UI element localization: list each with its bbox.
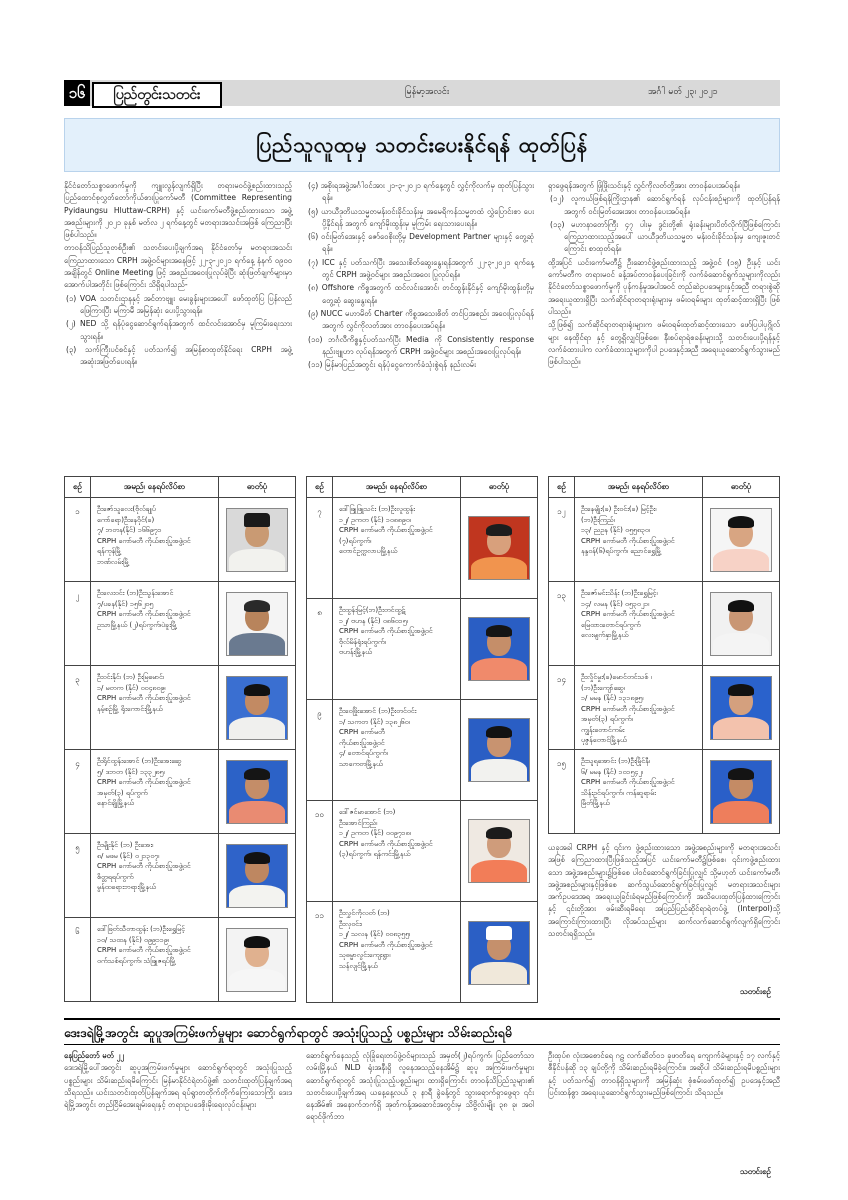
header-number: စဉ် xyxy=(307,477,333,497)
article-paragraph: သို့ဖြစ်၍ သက်ဆိုင်ရာတရားရုံးများက ဖမ်းဝရမ်းထုတ်ဆင့်ထားသော ဖော်ပြပါပုဂ္ဂိုလ်များ နေထိုင်ရာ နှင့် တွေ့ရှိလျှင်ဖြစ်စေ၊ နီးစပ်ရာရဲစခန်းများသို့ သတင်းပေးပို့ရန်နှင့် လက်ခံထားပါက လက်ခံထားသူများကိုပါ ဥပဒေနှင့်အညီ အရေးယူဆောင်ရွက်သွားမည်ဖြစ်ပါသည်။ xyxy=(548,320,780,367)
header-photo: ဓာတ်ပုံ xyxy=(488,482,510,491)
header-name-address: အမည်၊ နေရပ်လိပ်စာ xyxy=(575,477,703,497)
detail-line: ဒေါ်ဖြတ်သီတာထွန်း (ဘ)ဦးရွှေမြင့် xyxy=(97,925,186,933)
row-number: ၁ xyxy=(65,498,91,581)
secondary-headline: ဒေးဒရဲမြို့အတွင်း ဆူပူအကြမ်းဖက်မှုများ ဆောင်ရွက်ရာတွင် အသုံးပြုသည့် ပစ္စည်းများ သိမ်းဆည်းရမိ xyxy=(64,1025,512,1040)
bottom-column-3-text: ဦးထုပ်၈ လုံးအစောင်ရေ ဂဠ လက်ဆိတ်ဝ၁ ခုဖာတိရေ ကျောက်ခဲများနှင့် ၁၇ လက်နှင့် စီနိုင်ပန်ဆို ၁၃ ချပ်တို့ကို သိမ်းဆည်းရမိခဲ့ကြောင်း။ အဆိုပါ သိမ်းဆည်းရမိပစ္စည်းများနှင့် ပတ်သက်၍ တာဝန်ရှိသူများကို အမြန်ဆုံး စုံစမ်းဖော်ထုတ်၍ ဥပဒေနှင့်အညီ ပြင်းထန်စွာ အရေးယူဆောင်ရွက်သွားမည်ဖြစ်ကြောင်း သိရသည်။ xyxy=(548,1051,780,1097)
row-details xyxy=(91,834,219,917)
row-details xyxy=(333,801,461,901)
table-row xyxy=(549,582,779,666)
detail-line: ၁/ မမန (နိုင်) ၁၃၁၈၉၅၊ xyxy=(581,694,644,702)
detail-line: စိတ္တရရပ်ကွက် xyxy=(97,872,134,881)
detail-line: ၅/ ဒဘတ (နိုင်) ၁၃၃၂၈၅၊ xyxy=(97,767,165,776)
detail-line: ဝက်သစ်ရပ်ကွက်၊ သံဖြူဇရပ်မြို့ xyxy=(97,956,176,965)
page-number: ၁၆ xyxy=(64,80,90,106)
detail-line: CRPH ကော်မတီ ကိုယ်စားပြုအဖွဲ့ဝင် xyxy=(97,778,191,786)
bottom-dateline: နေပြည်တော် မတ် ၂၂ xyxy=(64,1051,125,1060)
detail-line: ကိုယ်စားပြုအဖွဲ့ဝင် xyxy=(339,738,385,747)
detail-line: ၈/ မဖမ (နိုင်) ၀၂၁၃၀၇၊ xyxy=(97,851,160,860)
detail-line: ၁၃/ ညဥန (နိုင်) ၀၅၅၈၃၀၊ xyxy=(581,526,650,534)
portrait-photo xyxy=(710,592,772,656)
detail-line: ကော်ရော)ဦးနေဝိုင်(ခ) xyxy=(97,515,155,524)
article-paragraph: (၁၂) လူကယ်ဖြစ်ရန်ကြိုးဌာန၏ ဆောင်ရွက်ရန် လုပ်ငန်းစဉ်များကို ထုတ်ပြန်ရန်အတွက် ဝင်းမြတ်အေးအား တာဝန်ပေးအပ်ရန်။ xyxy=(550,194,780,216)
portrait-photo xyxy=(710,508,772,572)
row-photo-cell xyxy=(219,498,295,581)
article-paragraph: နိုင်ငံတော်သစ္စာဖောက်မှုကို ကျူးလွန်လျက်ရှိပြီး တရားမဝင်ဖွဲ့စည်းထားသည့် ပြည်ထောင်စုလွှတ်တော်ကိုယ်စားပြုကော်မတီ (Committee Representing Pyidaungsu Hluttaw-CRPH) နှင့် ယင်းကော်မတီဖွဲ့စည်းထားသော အဖွဲ့အစည်းများကို ၂၀၂၁ ခုနှစ် မတ်လ ၂ ရက်နေ့တွင် မတရားအသင်းအဖြစ် ကြေညာပြီးဖြစ်ပါသည်။ xyxy=(64,181,292,240)
row-photo-cell xyxy=(219,918,295,1002)
table-row xyxy=(65,750,295,834)
detail-line: ၁၄/ လမန (နိုင်) ၀၅၃၀၂၁၊ xyxy=(581,599,650,608)
portrait-photo xyxy=(468,718,530,782)
portrait-photo xyxy=(226,760,288,824)
portrait-photo xyxy=(468,516,530,580)
article-column-2 xyxy=(306,180,534,372)
detail-line: မြေထားတောင်ရပ်ကွက် xyxy=(581,620,641,629)
article-paragraph: (၈) Offshore ကိစ္စအတွက် ထင်လင်းအောင်၊ တင်ထွန်းနိုင်နှင့် ကျော်မိုးထွန်းတို့မှ တွေ့ဆုံ ဆွေးနွေးရန်။ xyxy=(308,283,534,305)
detail-line: ၁၂/ ဗဟန (နိုင်) ၀၈၆၀၁၅၊ xyxy=(339,616,408,625)
detail-line: ၇/ ဘတန(နိုင်) ၁၆၆၉၇၁ xyxy=(97,526,162,534)
wanted-table-left xyxy=(64,476,296,1002)
detail-line: မြိတ်မြို့နယ် xyxy=(581,799,610,807)
row-photo-cell xyxy=(219,582,295,665)
row-photo-cell xyxy=(219,666,295,749)
row-number: ၂ xyxy=(65,582,91,665)
detail-line: CRPH ကော်မတီ xyxy=(339,728,385,736)
detail-line: တောင်ဥက္ကလာပမြို့နယ် xyxy=(339,547,398,555)
table-row xyxy=(307,801,537,902)
row-number: ၁၀ xyxy=(307,801,333,901)
paper-name: မြန်မာ့အလင်း xyxy=(405,87,450,97)
detail-line: ရန်ကုန်မြို့ xyxy=(97,547,122,555)
row-photo-cell xyxy=(703,498,779,581)
detail-line: ပုဇွန်တောင်မြို့နယ် xyxy=(581,736,627,744)
bottom-column-1 xyxy=(64,1050,292,1111)
detail-line: နမ့်စဉ်မြို့ ရိုးကောင်းမြို့နယ် xyxy=(97,704,163,713)
article-column-3 xyxy=(548,180,780,369)
detail-line: ဒေါ်ဇင်မာအောင် (ဘ) xyxy=(339,808,396,816)
bottom-column-2 xyxy=(306,1050,534,1124)
detail-line: ဦးလှိုင်မှုး(ခ)မောင်တင်သစ် ၊ xyxy=(581,673,652,681)
detail-line: သန်လျင်မြို့နယ် xyxy=(339,961,378,970)
issue-date: အင်္ဂါ မတ် ၂၃၊ ၂၀၂၁ xyxy=(648,87,718,97)
detail-line: CRPH ကော်မတီ ကိုယ်စားပြုအဖွဲ့ဝင် xyxy=(97,946,191,954)
article-paragraph: (၂) NED သို့ ရန်ပုံငွေဆောင်ရွက်ရန်အတွက် ထင်လင်းအောင်မှ မူကြမ်းရေးသားသွားရန်။ xyxy=(66,319,292,341)
detail-line: CRPH ကော်မတီ ကိုယ်စားပြုအဖွဲ့ဝင် xyxy=(339,526,433,534)
article-paragraph: (၁၁) မြန်မာပြည်အတွင်း ရန်ပုံငွေကောက်ခံသုံးစွဲရန် နည်းလမ်း xyxy=(308,360,476,370)
detail-line: ဦးလွှင်ကိုလတ် (ဘ) xyxy=(339,909,390,917)
row-photo-cell xyxy=(703,750,779,834)
detail-line: ဒေါ်ဖြူဖြူသင်း (ဘ)ဦးလူထွန်း xyxy=(339,505,415,513)
article-paragraph: (၅) ယာယီဒုတိယသမ္မတမန်းဝင်းခိုင်သန်းမှ အမေရိကန်သမ္မတထံ လွှဲပြောင်းစာ ပေးပို့နိုင်ရန် အတွက် ကျော်မိုးထွန်းမှ မူကြမ်း ရေးသားပေးရန်။ xyxy=(308,206,534,228)
header-number: စဉ် xyxy=(65,477,91,497)
article-paragraph: တာဝန်သိပြည်သူတစ်ဦး၏ သတင်းပေးပို့ချက်အရ နိုင်ငံတော်မှ မတရားအသင်းကြေညာထားသော CRPH အဖွဲ့ဝင်များအနေဖြင့် ၂၂-၃-၂၀၂၁ ရက်နေ့ နံနက် ၀၉၀၀ အချိန်တွင် Online Meeting ဖြင့် အစည်းအဝေးပြုလုပ်ခဲ့ပြီး ဆုံးဖြတ်ချက်များမှာ အောက်ပါအတိုင်း ဖြစ်ကြောင်း သိရှိရပါသည်- xyxy=(64,243,292,290)
row-photo-cell xyxy=(461,700,537,800)
header-number: စဉ် xyxy=(549,477,575,497)
row-photo-cell xyxy=(461,599,537,699)
bottom-column-3 xyxy=(548,1050,780,1099)
table-header xyxy=(307,477,537,498)
detail-line: ၄/ တောင်ရပ်ကွက်၊ xyxy=(339,749,388,757)
detail-line: ဦးနေမျိုး(ခ) ဦးဝင်း(ခ) မြင့်ဦး၊ xyxy=(581,505,657,513)
detail-line: ဦးဇော်မင်းသိန်း (ဘ)ဦးရွှေမြင့်၊ xyxy=(581,589,658,597)
main-headline-text: ပြည်သူလူထုမှ သတင်းပေးနိုင်ရန် ထုတ်ပြန် xyxy=(256,133,588,157)
article-paragraph: (၉) NUCC မဟာမိတ် Charter ကိစ္စအသေးစိတ် တင်ပြအစည်း အဝေးပြုလုပ်ရန်အတွက် လွှင်ကိုလတ်အား တာဝန်ပေးအပ်ရန်။ xyxy=(308,308,534,331)
row-details xyxy=(91,498,219,581)
detail-line: (ဘ)ဦးကြည်၊ xyxy=(581,515,615,524)
portrait-photo xyxy=(226,508,288,572)
detail-line: ဗဟန်းမြို့နယ် xyxy=(339,648,372,656)
detail-line: CRPH ကော်မတီ ကိုယ်စားပြုအဖွဲ့ဝင် xyxy=(339,940,433,949)
detail-line: ၁၂/ ဥကတ (နိုင်) ၀၀၉၇၁၈၊ xyxy=(339,829,411,837)
table-row xyxy=(307,902,537,1003)
row-photo-cell xyxy=(703,582,779,665)
table-row xyxy=(307,700,537,801)
section-label: ပြည်တွင်းသတင်း xyxy=(92,82,222,108)
row-details xyxy=(575,582,703,665)
detail-line: ဦးထွန်းမြင့်(ဘ)ဦးတင်ထွဋ် xyxy=(339,606,406,614)
table-row xyxy=(65,918,295,1002)
row-photo-cell xyxy=(703,666,779,749)
portrait-photo xyxy=(468,617,530,681)
article-paragraph: ရှာဖွေရန်အတွက် ဖြုံဖြိုးသင်းနှင့် လွှင်ကိုလတ်တို့အား တာဝန်ပေးအပ်ရန်။ xyxy=(548,181,740,190)
detail-line: CRPH ကော်မတီ ကိုယ်စားပြုအဖွဲ့ဝင် xyxy=(97,610,191,618)
article-paragraph: (၁၃) မဟာနာတော်ကြီး ၄၇ ပါးမှ ဒွင်းတို့၏ ရုံးခန်းများပိတ်လိုက်ပြီဖြစ်ကြောင်း ကြေညာထားသည့်အပေါ် ယာယီဒုတိယသမ္မတ မန်းဝင်းခိုင်သန်းမှ ကျေးဇူးတင်ကြောင်း စာထုတ်ရန်။ xyxy=(550,219,780,254)
portrait-photo xyxy=(710,760,772,824)
row-details xyxy=(575,498,703,581)
header-photo: ဓာတ်ပုံ xyxy=(730,482,752,491)
row-number: ၆ xyxy=(65,918,91,1002)
row-details xyxy=(91,750,219,833)
row-details xyxy=(575,666,703,749)
detail-line: အမှတ်(၃) ရပ်ကွက် xyxy=(97,788,148,797)
row-details xyxy=(333,902,461,1003)
row-number: ၁၂ xyxy=(549,498,575,581)
table-row xyxy=(549,750,779,834)
detail-line: ၇/ပခန(နိုင်) ၁၅၆၂၀၅ xyxy=(97,599,154,608)
detail-line: ဥသာမြို့နယ် (၂)ရပ်ကွက်၊ပဲခူးမြို့ xyxy=(97,620,178,629)
table-row xyxy=(65,834,295,918)
table-row xyxy=(65,498,295,582)
row-number: ၁၄ xyxy=(549,666,575,749)
detail-line: ဦးလေးဝင်း (ဘ)ဦးသွန်းအောင် xyxy=(97,589,174,597)
article-paragraph: (၄) အစိုးရအဖွဲ့အင်္ဂါဝင်အား ၂၁-၃-၂၀၂၁ ရက်နေ့တွင် လွှင့်ကိုလက်မှ ထုတ်ပြန်သွားရန်။ xyxy=(308,181,534,203)
article-paragraph: ယခုအခါ CRPH နှင့် ၎င်းက ဖွဲ့စည်းထားသော အဖွဲ့အစည်းများကို မတရားအသင်းအဖြစ် ကြေညာထားပြီးဖြစ်သည့်အပြင် ယင်းကော်မတီ၌ဖြစ်စေ၊ ၎င်းကဖွဲ့စည်းထားသော အဖွဲ့အစည်းများ၌ဖြစ်စေ ပါဝင်ဆောင်ရွက်ခြင်းပြုလျှင် သို့မဟုတ် ယင်းကော်မတီ၊ အဖွဲ့အစည်းများနှင့်ဖြစ်စေ ဆက်သွယ်ဆောင်ရွက်ခြင်းပြုလျှင် မတရားအသင်းများအက်ဥပဒေအရ အရေးယူခြင်းခံရမည်ဖြစ်ကြောင်းကို အသိပေးထုတ်ပြန်ထားကြောင်းနှင့် ၎င်းတို့အား ဖမ်းဆီးရမိရေး အပြည်ပြည်ဆိုင်ရာရဲတပ်ဖွဲ့ (Interpol)သို့ အကြောင်းကြားထားပြီး လိုအပ်သည်များ ဆက်လက်ဆောင်ရွက်လျက်ရှိကြောင်း သတင်းရရှိသည်။ xyxy=(548,843,780,939)
bottom-column-2-text: ဆောင်ရွက်နေသည့် လုံခြုံရေးတပ်ဖွဲ့ဝင်များသည် အမှတ်(၂)ရပ်ကွက်၊ ပြည်တော်သာလမ်းမြို့နယ် NLD ရုံးအနီးရှိ လူနေအသည့်နေအိမ်၌ ဆူပူ အကြမ်းဖက်မှုများ ဆောင်ရွက်ရာတွင် အသုံးပြုသည့်ပစ္စည်းများ ထားရှိကြောင်း တာဝန်သိပြည်သူများ၏ သတင်းပေးပို့ချက်အရ ယနေ့နေ့လယ် ၃ နာရီ ခွဲခန့်တွင် သွားရောက်ရှာဖွေရာ ၎င်းနေအိမ်၏ အနောက်ဘက်ရှိ အုတ်ကန့်အဆောင်အတွင်းမှ သိဗ္ဗိလ်းမျိုး ၃၈ ခု၊ အဝါရောင်ဖိုက်ဘာ xyxy=(306,1051,534,1122)
row-details xyxy=(91,666,219,749)
row-photo-cell xyxy=(461,801,537,901)
table-row xyxy=(307,498,537,599)
detail-line: CRPH ကော်မတီ ကိုယ်စားပြုအဖွဲ့ဝင် xyxy=(581,704,675,713)
row-number: ၉ xyxy=(307,700,333,800)
row-photo-cell xyxy=(219,750,295,833)
detail-line: CRPH ကော်မတီ ကိုယ်စားပြုအဖွဲ့ဝင် xyxy=(97,536,191,545)
detail-line: CRPH ကော်မတီ ကိုယ်စားပြုအဖွဲ့ဝင် xyxy=(97,862,191,870)
detail-line: ဗိုလ်မိန်ရုံးရပ်ကွက်၊ xyxy=(339,637,386,646)
row-number: ၅ xyxy=(65,834,91,917)
detail-line: (၃)ရပ်ကွက်၊ ရန်ကင်းမြို့နယ် xyxy=(339,850,411,858)
row-details xyxy=(333,700,461,800)
detail-line: ၁၂/ သလန (နိုင်) ၀၀၈၃၅၅၊ xyxy=(339,930,411,938)
table-row xyxy=(549,498,779,582)
portrait-photo xyxy=(710,676,772,740)
row-number: ၁၁ xyxy=(307,902,333,1003)
portrait-photo xyxy=(468,819,530,883)
detail-line: ဦးလှဝင်း၊ xyxy=(339,919,362,928)
row-photo-cell xyxy=(461,498,537,598)
detail-line: ၁၂/ ဥကတ (နိုင်) ၁၀၈၈၉၀၊ xyxy=(339,515,411,524)
portrait-photo xyxy=(226,844,288,908)
detail-line: CRPH ကော်မတီ ကိုယ်စားပြုအဖွဲ့ဝင် xyxy=(339,839,433,848)
row-number: ၄ xyxy=(65,750,91,833)
detail-line: သာကေတမြို့နယ် xyxy=(339,759,383,768)
article-paragraph: (၇) ICC နှင့် ပတ်သက်ပြီး အသေးစိတ်ဆွေးနွေးရန်အတွက် ၂၂-၃-၂၀၂၁ ရက်နေ့တွင် CRPH အဖွဲ့ဝင်များ အစည်းအဝေး ပြုလုပ်ရန်။ xyxy=(308,257,534,280)
detail-line: အမှတ်(၃) ရပ်ကွက်၊ xyxy=(581,715,633,723)
row-number: ၈ xyxy=(307,599,333,699)
bottom-column-1-text: ဒေးဒရဲမြို့ပေါ်အတွင်း ဆူပူအကြမ်းဖက်မှုများ ဆောင်ရွက်ရာတွင် အသုံးပြုသည့် ပစ္စည်းများ သိမ်းဆည်းရမိကြောင်း မြန်မာနိုင်ငံရဲတပ်ဖွဲ့၏ သတင်းထုတ်ပြန်ချက်အရ သိရသည်။ ယင်းသတင်းထုတ်ပြန်ချက်အရ ရပ်ရွာတတိုက်တိုက်ကြေးသောကြိုး ဒေးဒရဲမြို့အတွင်း တည်ငြိမ်အေးချမ်းရေးနှင့် တရားဥပဒေစိုးမိုးရေးလုပ်ငန်းများ xyxy=(64,1063,292,1110)
table-row xyxy=(307,599,537,700)
article-paragraph: (၁၀) ဘင်္ဂလီကိစ္စနှင့်ပတ်သက်ပြီး Media ကို Consistently response နည်းဗျူဟာ လုပ်ရန်အတွက် CRPH အဖွဲ့ဝင်များ အစည်းအဝေးပြုလုပ်ရန်။ xyxy=(308,334,534,356)
detail-line: ဦးအောင်ကြည်၊ xyxy=(339,818,378,827)
detail-line: CRPH ကော်မတီ ကိုယ်စားပြုအဖွဲ့ဝင် xyxy=(581,536,675,545)
detail-line: ဦးမျိုးနိုင် (ဘ) ဦးအေး၊ xyxy=(97,841,154,849)
detail-line: (ဘ)ဦးကျော်ဆွေ၊ xyxy=(581,683,625,692)
row-details xyxy=(333,599,461,699)
row-number: ၁၅ xyxy=(549,750,575,834)
row-photo-cell xyxy=(461,902,537,1003)
wanted-table-middle xyxy=(306,476,538,1003)
table-row xyxy=(65,666,295,750)
article-column-3-continued xyxy=(548,842,780,941)
row-number: ၁၃ xyxy=(549,582,575,665)
detail-line: ဦးဝင်းနိုင်၊ (ဘ) ဦးမြမောင်၊ xyxy=(97,673,165,681)
portrait-photo xyxy=(226,928,288,992)
table-header xyxy=(549,477,779,498)
detail-line: ဦးဇော်သူလေး(ဗိုလ်ချုပ် xyxy=(97,505,156,513)
table-row xyxy=(65,582,295,666)
detail-line: မွန်ထရေားဘရားမြို့နယ် xyxy=(97,883,156,891)
portrait-photo xyxy=(468,921,530,985)
wanted-table-right xyxy=(548,476,780,834)
article-column-1 xyxy=(64,180,292,369)
detail-line: ၁/ မတက (နိုင်) ၀၀၄၈၀၉၊ xyxy=(97,683,166,692)
header-name-address: အမည်၊ နေရပ်လိပ်စာ xyxy=(91,477,219,497)
divider-rule xyxy=(64,1018,780,1020)
article-byline: သတင်းစဉ် xyxy=(740,987,771,996)
portrait-photo xyxy=(226,592,288,656)
bottom-byline: သတင်းစဉ် xyxy=(740,1167,771,1176)
detail-line: သုဓမ္မာလွင်းကျေးရွာ၊ xyxy=(339,951,391,959)
divider-rule-thin xyxy=(64,1044,780,1045)
row-details xyxy=(333,498,461,598)
detail-line: CRPH ကော်မတီ ကိုယ်စားပြုအဖွဲ့ဝင် xyxy=(581,778,675,786)
main-headline xyxy=(64,118,780,172)
detail-line: ၁၀/ သထန (နိုင်) ၀၉၉၁၁၉၊ xyxy=(97,935,169,944)
row-details xyxy=(91,918,219,1002)
row-photo-cell xyxy=(219,834,295,917)
header-photo: ဓာတ်ပုံ xyxy=(246,482,268,491)
detail-line: CRPH ကော်မတီ ကိုယ်စားပြုအဖွဲ့ဝင် xyxy=(339,627,433,635)
article-paragraph: (၆) ဝင်းမြတ်အေးနှင့် ဇော်ဝေစိုးတို့မှ Development Partner များနှင့် တွေ့ဆုံရန်။ xyxy=(308,232,534,254)
detail-line: ဦးဝေဖြိုးအောင် (ဘ)ဦးတင်ဝင်း xyxy=(339,707,417,715)
detail-line: နန္ဒဝန်(၆)ရပ်ကွက်၊ ညောင်ရွှေမြို့ xyxy=(581,547,662,555)
detail-line: လေးမျက်နှာမြို့နယ် xyxy=(581,631,629,639)
article-paragraph: ထို့အပြင် ယင်းကော်မတီ၌ ဦးဆောင်ဖွဲ့စည်းထားသည့် အဖွဲ့ဝင် (၁၅) ဦးနှင့် ယင်းကော်မတီက တရားမဝင် ခန့်အပ်တာဝန်ပေးခြင်းကို လက်ခံဆောင်ရွက်သူများကိုလည်း နိုင်ငံတော်သစ္စာဖောက်မှုကို ပုန်ကန်မှုအပါအဝင် တည်ဆဲဥပဒေများနှင့်အညီ တရားစွဲဆိုအရေးယူထားရှိပြီး သက်ဆိုင်ရာတရားရုံးများမှ ဖမ်းဝရမ်းများ ထုတ်ဆင့်ထားရှိပြီး ဖြစ်ပါသည်။ xyxy=(548,257,780,316)
detail-line: CRPH ကော်မတီ ကိုယ်စားပြုအဖွဲ့ဝင် xyxy=(581,610,675,618)
portrait-photo xyxy=(226,676,288,740)
row-details xyxy=(91,582,219,665)
detail-line: CRPH ကော်မတီ ကိုယ်စားပြုအဖွဲ့ဝင် xyxy=(97,694,191,702)
table-header xyxy=(65,477,295,498)
detail-line: ၁/ သကတ (နိုင်) ၁၃၈၂၆၀၊ xyxy=(339,717,410,726)
detail-line: သိန်းဥင်ရပ်ကွက်၊ ကန်ဆူရာမ်း xyxy=(581,788,656,797)
detail-line: ဦးရိုင်ထွန်းအောင် (ဘ)ဦးအေးဆွေ xyxy=(97,757,182,765)
row-details xyxy=(575,750,703,834)
article-paragraph: (၁) VOA သတင်းဌာနနှင့် အင်တာဗျူး မေးခွန်းများအပေါ် ဖော်ထုတ်ပြ ပြန်လည်ဖြေကြားပြီး မကြာမီ အမြန်ဆုံး ပေးပို့သွားရန်။ xyxy=(66,293,292,315)
header-name-address: အမည်၊ နေရပ်လိပ်စာ xyxy=(333,477,461,497)
detail-line: နောင်ချိုမြို့နယ် xyxy=(97,799,134,807)
detail-line: ကျွန်းတောင်ကမ်း xyxy=(581,725,625,734)
detail-line: (၇)ရပ်ကွက်၊ xyxy=(339,536,372,545)
table-row xyxy=(549,666,779,750)
detail-line: ဦးသူရအောင်း (ဘ)ဦးမြိုင်နီ၊ xyxy=(581,757,650,765)
detail-line: ၆/ မမန (နိုင်) ၁၀၁၅၄၂၊ xyxy=(581,767,643,776)
article-paragraph: (၃) သက်ကြီးပင်စင်နှင့် ပတ်သက်၍ အမြန်စာထုတ်နိုင်ရေး CRPH အဖွဲ့ အဆုံးအဖြတ်ပေးရန်။ xyxy=(66,344,292,367)
row-number: ၇ xyxy=(307,498,333,598)
detail-line: ဘဏ်လမ်းမြို့ xyxy=(97,557,130,566)
row-number: ၃ xyxy=(65,666,91,749)
